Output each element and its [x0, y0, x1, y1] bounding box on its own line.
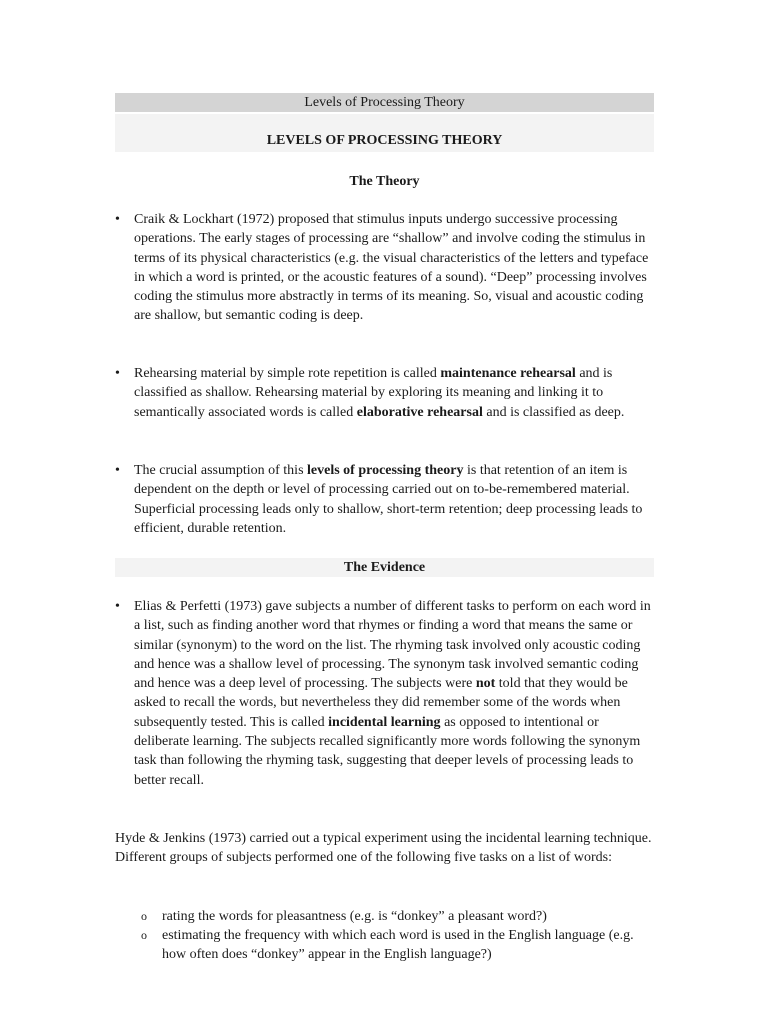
sub-list-item — [141, 907, 661, 926]
list-item — [115, 210, 655, 326]
section-heading-evidence: The Evidence — [115, 558, 654, 577]
bullet-marker: • — [115, 212, 120, 227]
bullet-marker: • — [115, 366, 120, 381]
paragraph-hyde-jenkins: Hyde & Jenkins (1973) carried out a typical experiment using the incidental learning technique. Different groups of subjects performed one of the following five tasks on a list of words: — [115, 831, 652, 866]
term-levels-of-processing: levels of processing theory — [307, 463, 464, 478]
list-item — [115, 364, 655, 422]
bullet-marker: • — [115, 599, 120, 614]
list-item-text: Craik & Lockhart (1972) proposed that stimulus inputs undergo successive processing operations. The early stages of processing are “shallow” and involve coding the stimulus in terms of its physical characteristics (e.g. the visual characteristics of the letters and typeface in which a word is printed, or the acoustic features of a sound). “Deep” processing involves coding the stimulus more abstractly in terms of its meaning. So, visual and acoustic coding are shallow, but semantic coding is deep. — [134, 212, 649, 324]
list-item-text: Elias & Perfetti (1973) gave subjects a number of different tasks to perform on each word in a list, such as finding another word that rhymes or finding a word that means the same or similar (synonym) to the word on the list. The rhyming task involved only acoustic coding and hence was a shallow level of processing. The synonym task involved semantic coding and hence was a deep level of processing. The subjects were not told that they would be asked to recall the words, but nevertheless they did remember some of the words when subsequently tested. This is called incidental learning as opposed to intentional or deliberate learning. The subjects recalled significantly more words following the synonym task than following the rhyming task, suggesting that deeper levels of processing leads to better recall. — [134, 599, 651, 788]
sub-bullet-marker: o — [141, 909, 147, 923]
bullet-marker: • — [115, 463, 120, 478]
term-maintenance-rehearsal: maintenance rehearsal — [440, 366, 576, 381]
list-item — [115, 461, 655, 538]
list-item — [115, 597, 655, 790]
document-title: LEVELS OF PROCESSING THEORY — [115, 114, 654, 152]
sub-list-item-text: estimating the frequency with which each word is used in the English language (e.g. how often does “donkey” appear in the English language?) — [162, 928, 634, 963]
list-item-text: Rehearsing material by simple rote repetition is called maintenance rehearsal and is classified as shallow. Rehearsing material by exploring its meaning and linking it to semantically associated words is called elaborative rehearsal and is classified as deep. — [134, 366, 625, 420]
term-elaborative-rehearsal: elaborative rehearsal — [356, 404, 483, 420]
running-header: Levels of Processing Theory — [115, 93, 654, 112]
sub-bullet-marker: o — [141, 928, 147, 942]
term-not: not — [475, 676, 496, 692]
list-item-text: The crucial assumption of this levels of processing theory is that retention of an item is dependent on the depth or level of processing carried out on to-be-remembered material. Superficial processing leads only to shallow, short-term retention; deep processing leads to efficient, durable retention. — [134, 463, 643, 536]
term-incidental-learning: incidental learning — [328, 714, 441, 730]
sub-list-item — [141, 926, 661, 965]
section-heading-theory: The Theory — [349, 174, 420, 189]
sub-list-item-text: rating the words for pleasantness (e.g. is “donkey” a pleasant word?) — [162, 909, 547, 924]
